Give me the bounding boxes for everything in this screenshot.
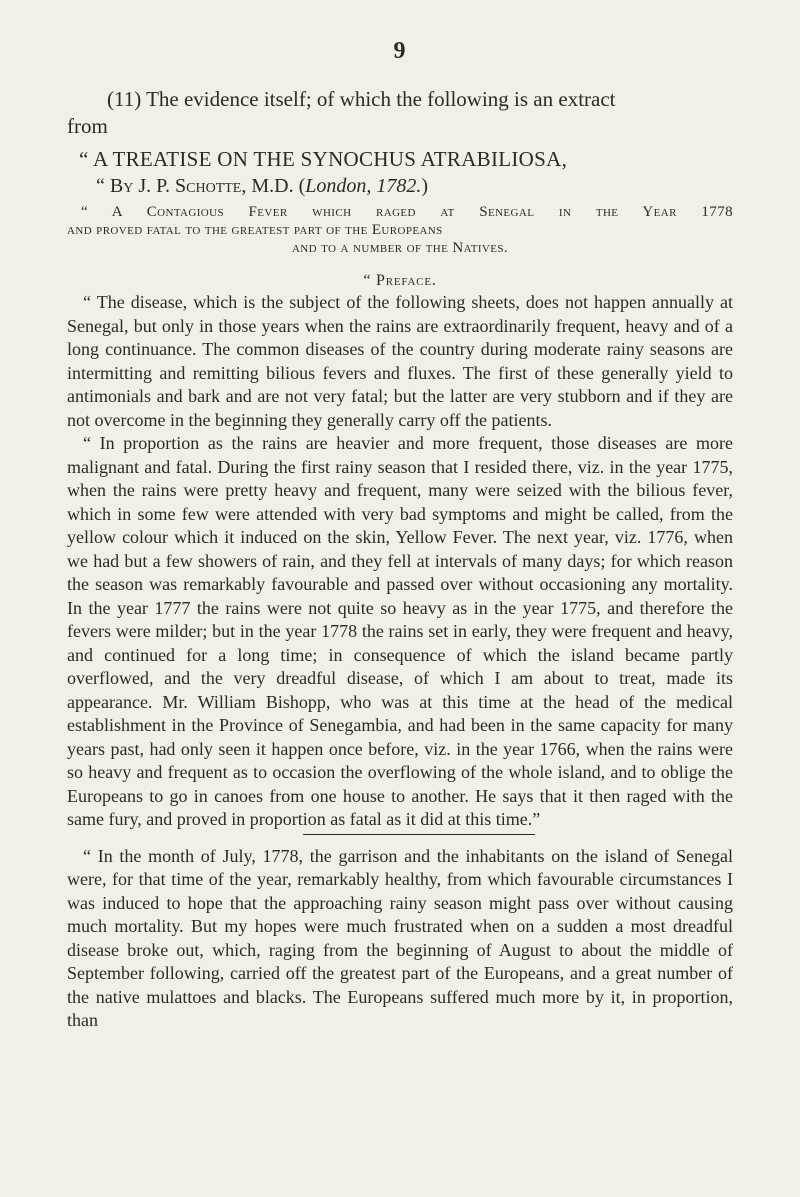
author-prefix: “ By J. P. Schotte, M.D. ( — [96, 175, 306, 197]
page-number: 9 — [393, 38, 407, 64]
body-paragraph-3: “ In the month of July, 1778, the garrison and the inhabitants on the island of Senegal were, for that time of the year, remarkably healthy, from which favourable circumstances I was induced to hope that the approaching rainy season might pass over without causing much mortality. But my hopes were much frustrated when on a sudden a most dreadful disease broke out, which, raging from the beginning of August to about the middle of September following, carried off the greatest part of the Europeans, and a great number of the native mulattoes and blacks. The Europeans suffered much more by it, in proportion, than — [67, 845, 733, 1030]
subtitle-line-2: and proved fatal to the greatest part of the Europeans — [67, 222, 443, 238]
intro-line: (11) The evidence itself; of which the following is an extract — [107, 87, 616, 111]
body-paragraph-1: “ The disease, which is the subject of the following sheets, does not happen annually at Senegal, but only in those years when the rains are extraordinarily frequent, heavy and of a long continuance. The common diseases of the country during moderate rainy seasons are intermitting and remitting bilious fevers and fluxes. The first of these generally yield to antimonials and bark and are not very fatal; but the latter are very stubborn and if they are not overcome in the beginning they generally carry off the patients. — [67, 292, 733, 430]
section-divider — [303, 834, 535, 835]
subtitle-line-1: “ A Contagious Fever which raged at Senegal in the Year 1778 — [81, 204, 733, 220]
preface-heading: “ Preface. — [363, 272, 437, 289]
treatise-title: “ A TREATISE ON THE SYNOCHUS ATRABILIOSA, — [79, 147, 568, 171]
intro-from: from — [67, 114, 108, 138]
intro-paragraph — [67, 86, 733, 140]
author-year: 1782. — [371, 175, 422, 197]
author-line — [96, 173, 733, 200]
author-place: London, — [305, 175, 372, 197]
page-content — [67, 86, 733, 1033]
treatise-subtitle — [67, 203, 733, 257]
body-text — [67, 291, 733, 1033]
author-suffix: ) — [421, 175, 429, 197]
subtitle-line-3: and to a number of the Natives. — [291, 240, 509, 256]
body-paragraph-2: “ In proportion as the rains are heavier and more frequent, those diseases are more malignant and fatal. During the first rainy season that I resided there, viz. in the year 1775, when the rains were pretty heavy and frequent, many were seized with the bilious fever, which in some few were attended with very bad symptoms and might be called, from the yellow colour which it induced on the skin, Yellow Fever. The next year, viz. 1776, when we had but a few showers of rain, and they fell at intervals of many days; for which reason the season was remarkably favourable and passed over without occasioning any mortality. In the year 1777 the rains were not quite so heavy as in the year 1775, and therefore the fevers were milder; but in the year 1778 the rains set in early, they were frequent and heavy, and continued for a long time; in consequence of which the island became partly overflowed, and the very dreadful disease, of which I am about to treat, made its appearance. Mr. William Bishopp, who was at this time at the head of the medical establishment in the Province of Senegambia, and had been in the same capacity for many years past, had only seen it happen once before, viz. in the year 1766, when the rains were so heavy and frequent as to occasion the overflowing of the whole island, and to oblige the Europeans to go in canoes from one house to another. He says that it then raged with the same fury, and proved in proportion as fatal as it did at this time.” — [67, 433, 733, 829]
